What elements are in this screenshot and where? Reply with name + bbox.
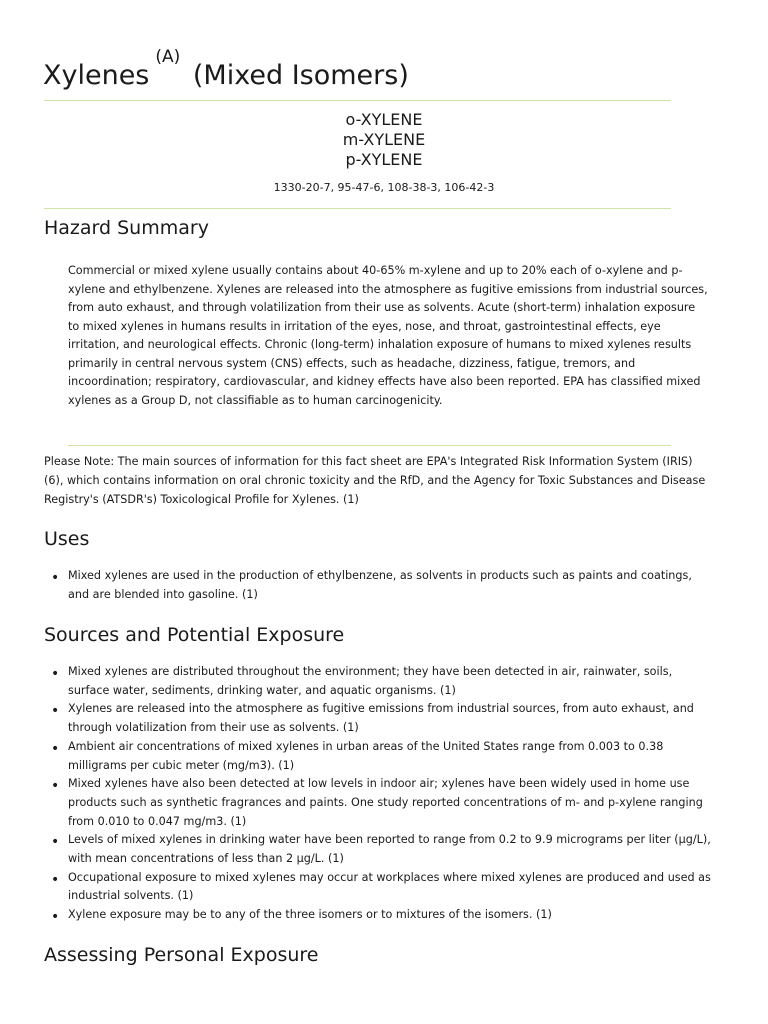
list-item xyxy=(44,831,714,868)
sources-list xyxy=(44,663,714,925)
list-item xyxy=(44,567,714,604)
list-item-text: Xylenes are released into the atmosphere as fugitive emissions from industrial sources, from auto exhaust, and through volatilization from their use as solvents. (1) xyxy=(68,702,694,735)
heading-hazard-summary: Hazard Summary xyxy=(44,217,209,239)
bullet-icon: • xyxy=(51,570,60,586)
list-item-text: Xylene exposure may be to any of the three isomers or to mixtures of the isomers. (1) xyxy=(68,908,552,922)
isomer-name: o-XYLENE xyxy=(345,110,423,129)
bullet-icon: • xyxy=(51,740,60,757)
list-item xyxy=(44,700,714,737)
isomer-name: p-XYLENE xyxy=(345,150,423,169)
bullet-icon: • xyxy=(51,871,60,888)
list-item xyxy=(44,906,714,925)
list-item xyxy=(44,663,714,700)
isomer-list xyxy=(0,110,768,170)
page-title xyxy=(43,47,409,91)
hazard-summary-block xyxy=(68,262,708,410)
bullet-icon: • xyxy=(51,778,60,795)
list-item-text: Mixed xylenes are used in the production of ethylbenzene, as solvents in products such as paints and coatings, and are blended into gasoline. (1) xyxy=(68,569,692,601)
list-item-text: Ambient air concentrations of mixed xylenes in urban areas of the United States range from 0.003 to 0.38 milligrams per cubic meter (mg/m3). (1) xyxy=(68,739,664,772)
list-item-text: Occupational exposure to mixed xylenes may occur at workplaces where mixed xylenes are produced and used as industrial solvents. (1) xyxy=(68,870,711,903)
divider-top xyxy=(44,100,671,101)
title-rest: (Mixed Isomers) xyxy=(192,60,409,91)
bullet-icon: • xyxy=(51,703,60,720)
list-item-text: Mixed xylenes are distributed throughout the environment; they have been detected in air, rainwater, soils, surface water, sediments, drinking water, and aquatic organisms. (1) xyxy=(68,665,673,697)
heading-uses: Uses xyxy=(44,528,90,550)
list-item-text: Levels of mixed xylenes in drinking water have been reported to range from 0.2 to 9.9 micrograms per liter (µg/L), with mean concentrations of less than 2 µg/L. (1) xyxy=(68,833,711,866)
cas-numbers: 1330-20-7, 95-47-6, 108-38-3, 106-42-3 xyxy=(273,181,495,194)
title-superscript: (A) xyxy=(155,47,181,67)
divider-summary xyxy=(68,445,671,446)
bullet-icon: • xyxy=(51,666,60,682)
divider-cas xyxy=(44,208,671,209)
list-item xyxy=(44,869,714,906)
bullet-icon: • xyxy=(51,834,60,851)
bullet-icon: • xyxy=(51,909,60,926)
isomer-name: m-XYLENE xyxy=(342,130,426,149)
list-item xyxy=(44,738,714,775)
list-item-text: Mixed xylenes have also been detected at low levels in indoor air; xylenes have been widely used in home use products such as synthetic fragrances and paints. One study reported concentrations of m- and p-xylene ranging from 0.010 to 0.047 mg/m3. (1) xyxy=(68,777,703,828)
hazard-summary-text: Commercial or mixed xylene usually contains about 40-65% m-xylene and up to 20% each of o-xylene and p-xylene and ethylbenzene. Xylenes are released into the atmosphere as fugitive emissions from industrial sources, from auto exhaust, and through volatilization from their use as solvents. Acute (short-term) inhalation exposure to mixed xylenes in humans results in irritation of the eyes, nose, and throat, gastrointestinal effects, eye irritation, and neurological effects. Chronic (long-term) inhalation exposure of humans to mixed xylenes results primarily in central nervous system (CNS) effects, such as headache, dizziness, fatigue, tremors, and incoordination; respiratory, cardiovascular, and kidney effects have also been reported. EPA has classified mixed xylenes as a Group D, not classifiable as to human carcinogenicity. xyxy=(68,264,708,407)
heading-sources: Sources and Potential Exposure xyxy=(44,624,345,646)
list-item xyxy=(44,775,714,831)
uses-list xyxy=(44,567,714,604)
heading-assessing-exposure: Assessing Personal Exposure xyxy=(44,944,319,966)
title-main: Xylenes xyxy=(43,60,150,91)
note-block xyxy=(44,452,714,509)
note-text: Please Note: The main sources of information for this fact sheet are EPA's Integrated Risk Information System (IRIS) (6), which contains information on oral chronic toxicity and the RfD, and the Agency for Toxic Substances and Disease Registry's (ATSDR's) Toxicological Profile for Xylenes. (1) xyxy=(44,455,706,506)
